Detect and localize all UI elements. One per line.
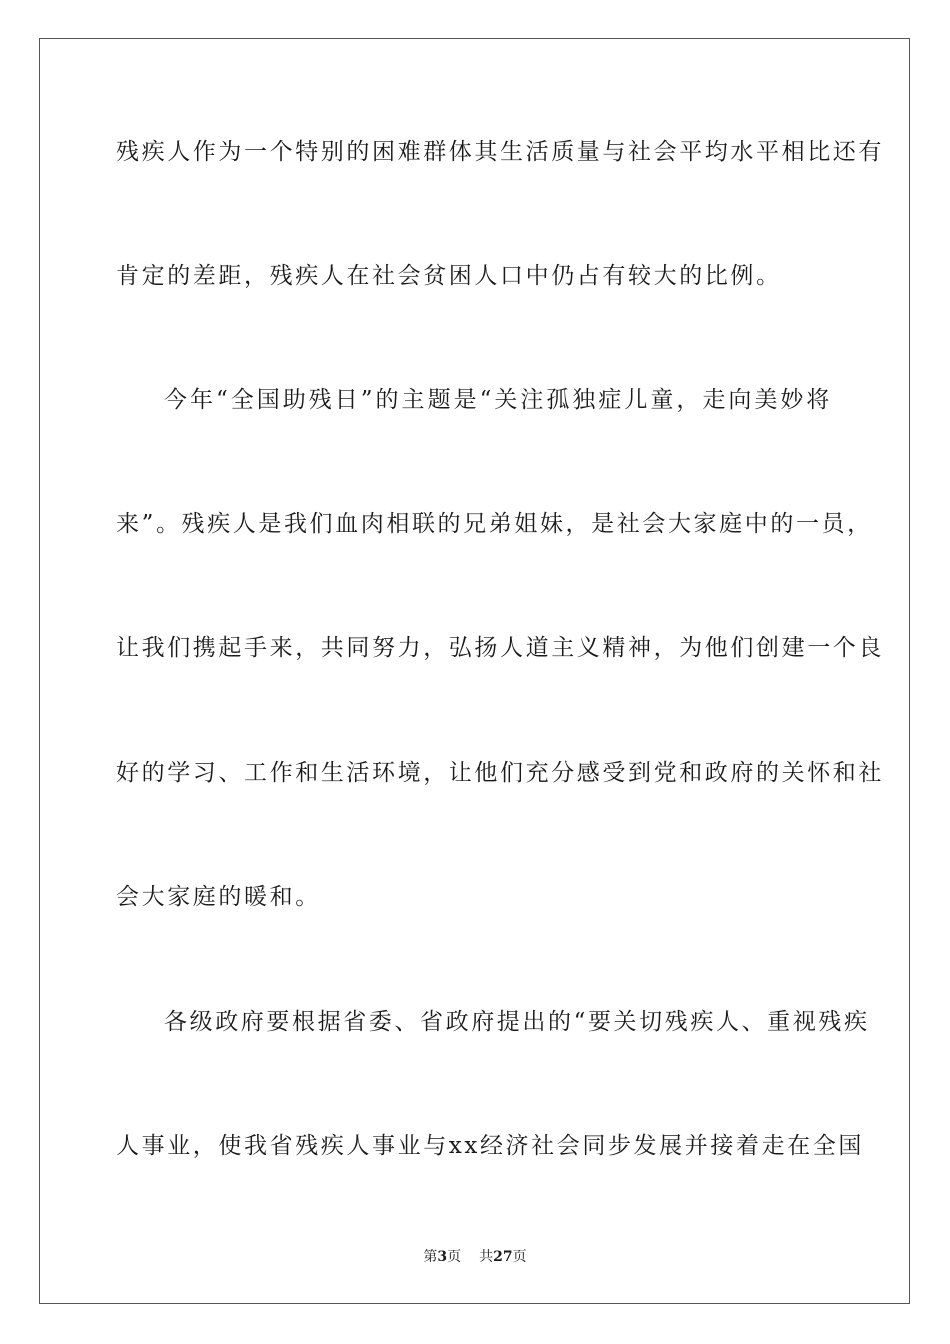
body-line-3: 今年“全国助残日”的主题是“关注孤独症儿童，走向美妙将: [164, 387, 832, 413]
total-pages-number: 27: [493, 1249, 513, 1265]
page-suffix: 页: [447, 1249, 462, 1265]
total-suffix: 页: [512, 1249, 527, 1265]
body-line-4: 来”。残疾人是我们血肉相联的兄弟姐妹，是社会大家庭中的一员，: [116, 511, 873, 537]
body-line-6: 好的学习、工作和生活环境，让他们充分感受到党和政府的关怀和社: [116, 760, 884, 786]
body-line-1: 残疾人作为一个特别的困难群体其生活质量与社会平均水平相比还有: [116, 139, 884, 165]
page-prefix: 第: [423, 1249, 438, 1265]
page-footer: [0, 1248, 950, 1266]
body-line-2: 肯定的差距，残疾人在社会贫困人口中仍占有较大的比例。: [116, 263, 782, 289]
body-line-7: 会大家庭的暖和。: [116, 884, 321, 910]
page-border: [39, 38, 910, 1304]
body-line-5: 让我们携起手来，共同努力，弘扬人道主义精神，为他们创建一个良: [116, 635, 884, 661]
body-line-9: 人事业，使我省残疾人事业与xx经济社会同步发展并接着走在全国: [116, 1133, 864, 1159]
total-prefix: 共: [479, 1249, 494, 1265]
body-line-8: 各级政府要根据省委、省政府提出的“要关切残疾人、重视残疾: [164, 1009, 870, 1035]
current-page-number: 3: [437, 1249, 448, 1265]
